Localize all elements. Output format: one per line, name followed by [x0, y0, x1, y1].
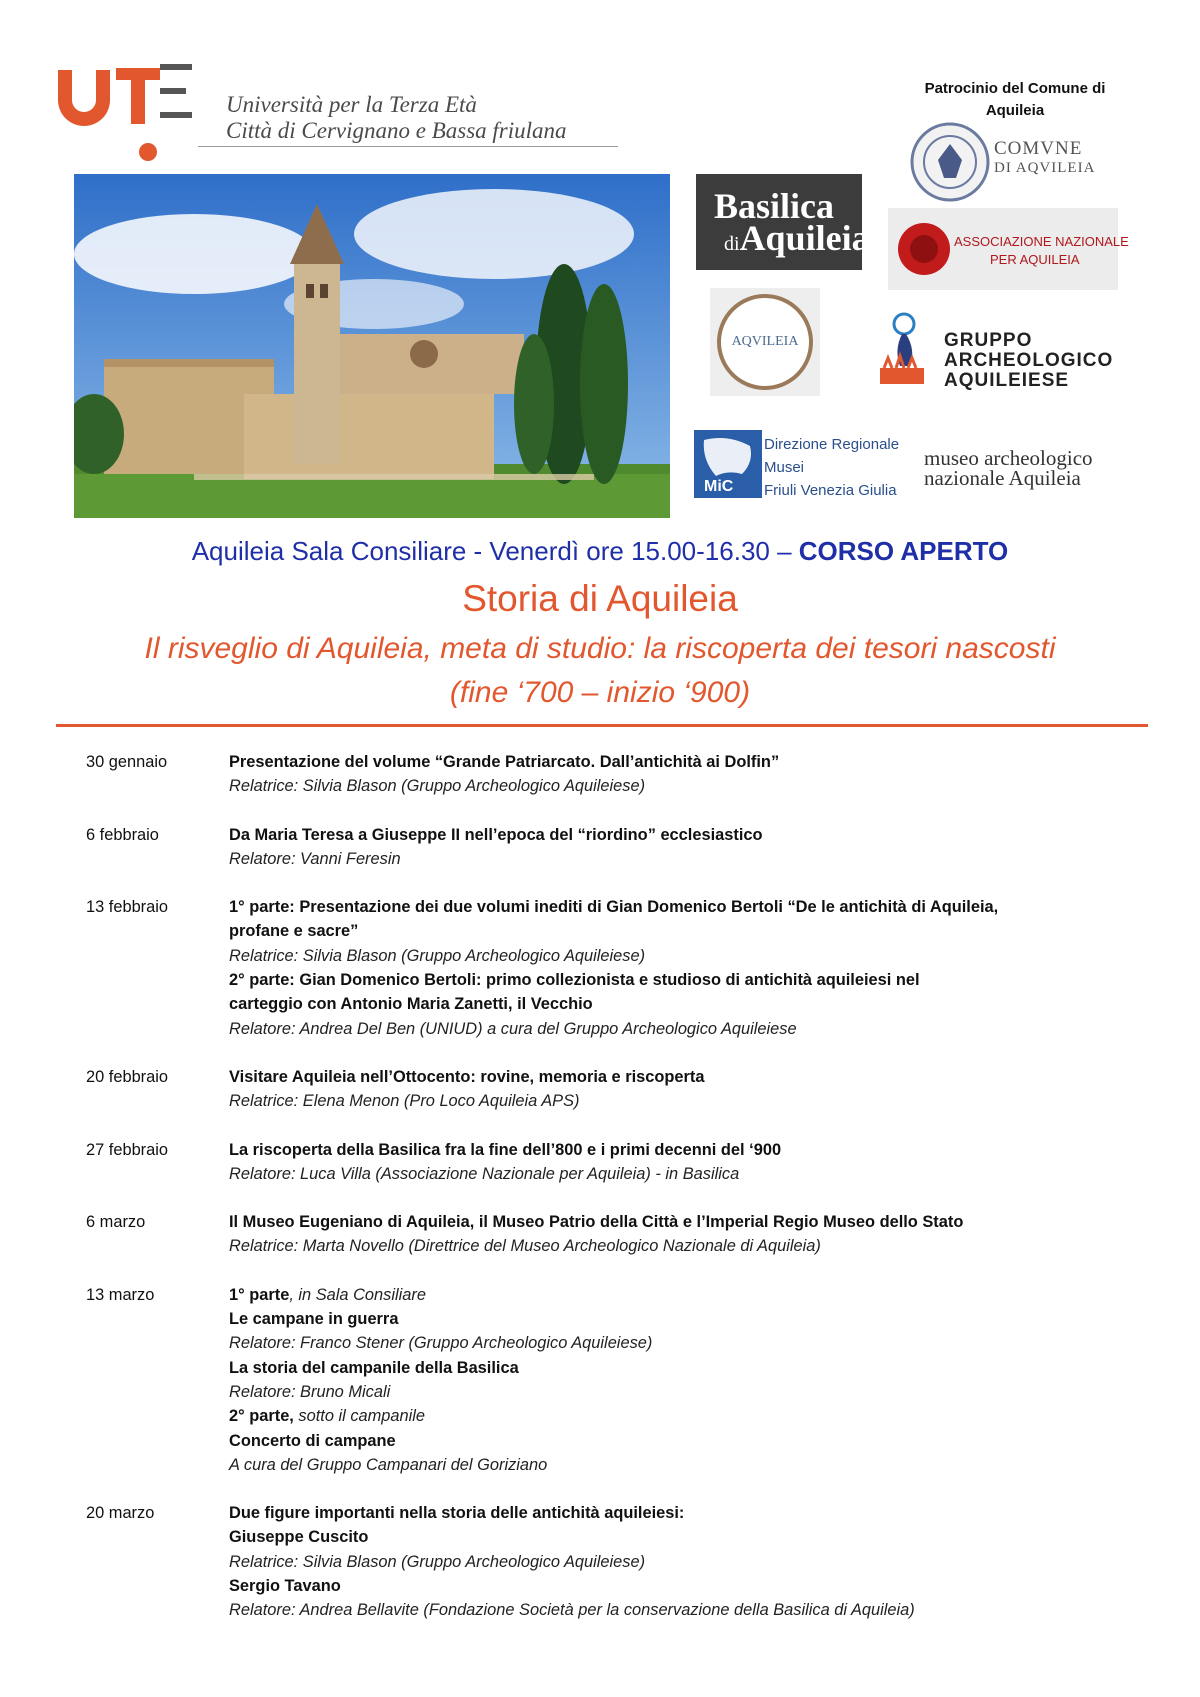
course-theme-line2: (fine ‘700 – inizio ‘900)	[449, 676, 751, 709]
program-topic: Visitare Aquileia nell’Ottocento: rovine, memoria e riscoperta	[229, 1067, 705, 1086]
program-entry	[86, 1210, 1166, 1259]
basilica-logo-line2	[724, 220, 870, 262]
program-date: 6 febbraio	[86, 825, 159, 844]
program-date: 20 marzo	[86, 1504, 155, 1523]
patronage-text	[910, 78, 1120, 122]
program-line-bold: 2° parte,	[229, 1407, 294, 1426]
ute-divider	[198, 146, 618, 147]
program-topic: Due figure importanti nella storia delle antichità aquileiesi:	[229, 1504, 685, 1523]
program-content	[229, 1138, 1166, 1187]
direzione-line2: Musei	[764, 459, 805, 476]
program-content	[229, 750, 1166, 799]
gruppo-logo-line1: GRUPPO	[944, 330, 1033, 351]
program-entry	[86, 895, 1166, 1041]
mic-label: MiC	[704, 478, 734, 495]
program-topic: Da Maria Teresa a Giuseppe II nell’epoca del “riordino” ecclesiastico	[229, 825, 763, 844]
direzione-line3: Friuli Venezia Giulia	[764, 482, 897, 499]
direzione-line1: Direzione Regionale	[764, 436, 900, 453]
program-content	[229, 1210, 1166, 1259]
program-speaker: Relatrice: Silvia Blason (Gruppo Archeologico Aquileiese)	[229, 946, 646, 965]
program-speaker: Relatore: Franco Stener (Gruppo Archeologico Aquileiese)	[229, 1334, 653, 1353]
basilica-logo-di: di	[724, 233, 740, 255]
program-topic: carteggio con Antonio Maria Zanetti, il Vecchio	[229, 995, 593, 1014]
location-time: Aquileia Sala Consiliare - Venerdì ore 15.00-16.30 –	[191, 536, 792, 566]
program-speaker: Relatore: Bruno Micali	[229, 1382, 391, 1401]
location-time-line	[0, 536, 1200, 567]
program-topic: La storia del campanile della Basilica	[229, 1358, 519, 1377]
program-speaker: Relatore: Vanni Feresin	[229, 849, 401, 868]
basilica-photo	[74, 174, 670, 518]
associazione-nazionale-logo	[888, 208, 1118, 290]
program-date: 30 gennaio	[86, 753, 168, 771]
program-entry	[86, 1065, 1166, 1114]
basilica-logo-line1: Basilica	[714, 186, 835, 226]
program-date: 13 marzo	[86, 1285, 155, 1304]
program-speaker: Relatrice: Marta Novello (Direttrice del Museo Archeologico Nazionale di Aquileia)	[229, 1237, 821, 1256]
patronage-line1: Patrocinio del Comune di	[924, 80, 1106, 97]
program-content	[229, 895, 1166, 1041]
program-topic: Le campane in guerra	[229, 1310, 399, 1329]
program-entry	[86, 1138, 1166, 1187]
program-speaker: Relatore: Andrea Del Ben (UNIUD) a cura del Gruppo Archeologico Aquileiese	[229, 1019, 797, 1038]
program-speaker: A cura del Gruppo Campanari del Goriziano	[229, 1455, 548, 1474]
gruppo-logo-line3: AQUILEIESE	[944, 370, 1070, 391]
ute-name: Università per la Terza Età	[226, 92, 477, 117]
title-divider	[56, 724, 1148, 727]
program-entry	[86, 750, 1166, 799]
program-topic: 1° parte: Presentazione dei due volumi inediti di Gian Domenico Bertoli “De le antichità di Aquileia,	[229, 898, 999, 917]
program-speaker: Relatrice: Silvia Blason (Gruppo Archeologico Aquileiese)	[229, 777, 646, 796]
program-date: 27 febbraio	[86, 1140, 169, 1159]
program-date: 6 marzo	[86, 1213, 146, 1232]
course-theme-line1: Il risveglio di Aquileia, meta di studio: la riscoperta dei tesori nascosti	[144, 632, 1056, 665]
program-line	[229, 1283, 1166, 1307]
program-speaker: Relatrice: Silvia Blason (Gruppo Archeologico Aquileiese)	[229, 1552, 646, 1571]
program-date: 20 febbraio	[86, 1067, 169, 1086]
program-topic: Presentazione del volume “Grande Patriarcato. Dall’antichità ai Dolfin”	[229, 753, 780, 771]
round-logo-text: AQVILEIA	[731, 334, 799, 349]
program-speaker: Relatore: Luca Villa (Associazione Nazionale per Aquileia) - in Basilica	[229, 1164, 740, 1183]
program-line-italic: , in Sala Consiliare	[289, 1285, 426, 1304]
assoc-logo-line2: PER AQUILEIA	[990, 252, 1080, 267]
museo-line1: museo archeologico	[924, 446, 1093, 470]
program-line	[229, 1404, 1166, 1428]
program-topic: Concerto di campane	[229, 1431, 396, 1450]
peacock-icon	[874, 310, 930, 388]
basilica-logo-aquileia: Aquileia	[739, 218, 870, 258]
assoc-logo-line1: ASSOCIAZIONE NAZIONALE	[954, 234, 1129, 249]
ute-city: Città di Cervignano e Bassa friulana	[226, 118, 567, 143]
basilica-aquileia-logo	[696, 174, 870, 270]
comune-logo-line1: COMVNE	[994, 138, 1083, 159]
program-topic: Il Museo Eugeniano di Aquileia, il Museo Patrio della Città e l’Imperial Regio Museo dello Stato	[229, 1213, 964, 1232]
aquileia-round-logo	[710, 288, 820, 396]
gruppo-logo-line2: ARCHEOLOGICO	[944, 350, 1114, 371]
red-seal-icon	[894, 214, 954, 284]
course-title: Storia di Aquileia	[462, 578, 738, 619]
program-line-bold: 1° parte	[229, 1285, 290, 1304]
program-entry	[86, 1501, 1166, 1622]
program-list	[86, 750, 1166, 1647]
program-entry	[86, 823, 1166, 872]
program-speaker: Relatrice: Elena Menon (Pro Loco Aquileia APS)	[229, 1092, 580, 1111]
program-topic: 2° parte: Gian Domenico Bertoli: primo collezionista e studioso di antichità aquileiesi nel	[229, 971, 920, 990]
program-speaker: Relatore: Andrea Bellavite (Fondazione Società per la conservazione della Basilica di Aquileia)	[229, 1601, 915, 1620]
program-content	[229, 823, 1166, 872]
patronage-line2: Aquileia	[985, 102, 1045, 119]
museo-line2: nazionale Aquileia	[924, 466, 1081, 490]
open-course-label: CORSO APERTO	[798, 536, 1009, 566]
program-line-italic: sotto il campanile	[293, 1407, 426, 1426]
program-topic: Sergio Tavano	[229, 1577, 341, 1596]
program-entry	[86, 1283, 1166, 1477]
comune-logo-line2: DI AQVILEIA	[994, 160, 1096, 176]
program-topic: Giuseppe Cuscito	[229, 1528, 369, 1547]
program-content	[229, 1283, 1166, 1477]
program-topic: La riscoperta della Basilica fra la fine dell’800 e i primi decenni del ‘900	[229, 1140, 782, 1159]
ute-logo	[56, 60, 216, 170]
program-content	[229, 1065, 1166, 1114]
program-content	[229, 1501, 1166, 1622]
program-topic: profane e sacre”	[229, 922, 359, 941]
program-date: 13 febbraio	[86, 898, 169, 917]
